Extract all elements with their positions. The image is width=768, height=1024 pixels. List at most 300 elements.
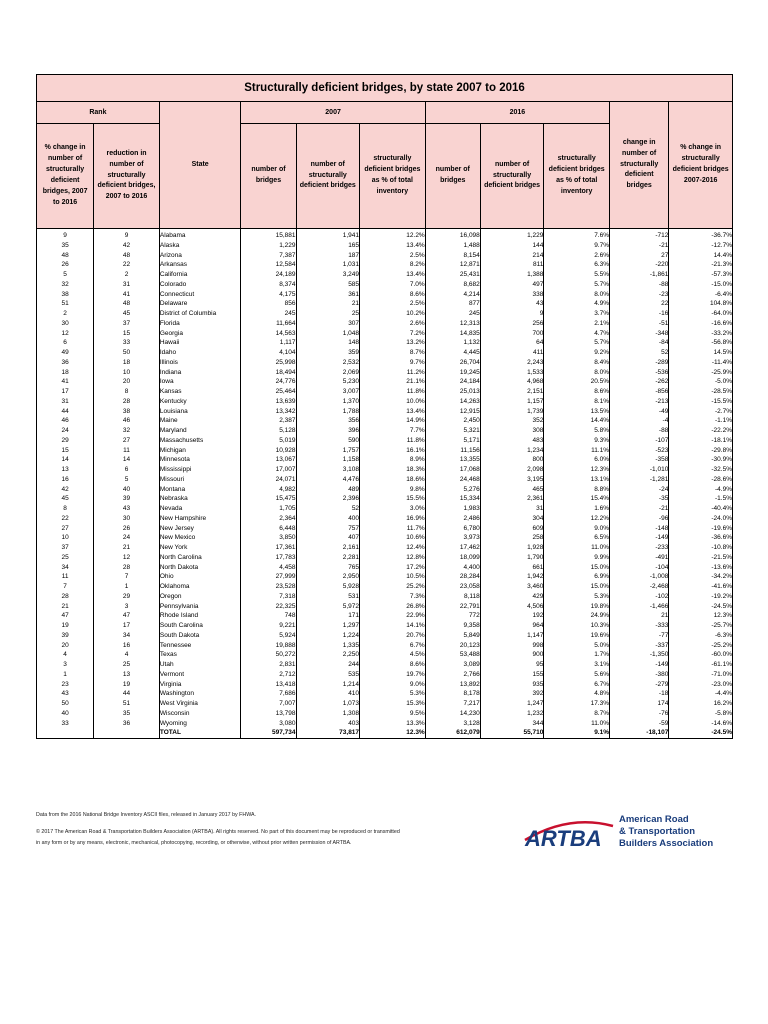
table-cell: -1.5% (715, 495, 732, 503)
table-cell: 15.4% (590, 495, 610, 503)
table-cell: 11.8% (406, 436, 425, 444)
table-cell: 661 (532, 563, 544, 571)
table-cell: 9 (539, 310, 544, 317)
table-cell: -19.2% (711, 592, 732, 600)
table-cell: -23.0% (711, 680, 732, 688)
table-cell: -51 (658, 319, 669, 327)
table-cell: 14,230 (459, 709, 480, 717)
table-cell: 998 (532, 641, 544, 649)
table-cell: 7.3% (409, 592, 425, 600)
table-cell: 15,881 (275, 232, 296, 239)
table-cell: 30 (61, 319, 69, 327)
table-cell: 497 (532, 280, 544, 288)
table-cell: 5.7% (594, 339, 610, 347)
table-cell: 20 (61, 641, 69, 649)
table-cell: 11,156 (460, 446, 480, 454)
table-cell: -36.7% (711, 232, 732, 239)
table-cell: 6.7% (409, 641, 425, 649)
table-cell: California (159, 271, 188, 278)
table-cell: 33 (122, 339, 131, 347)
table-cell: 18.6% (406, 475, 425, 483)
table-cell: 214 (532, 251, 544, 259)
table-cell: 1,941 (342, 232, 360, 239)
table-cell: -16 (658, 310, 669, 317)
total-cell: 612,079 (456, 729, 480, 737)
table-cell: 19.7% (406, 670, 425, 678)
table-cell: -213 (655, 397, 669, 405)
table-cell: -6.4% (715, 290, 732, 298)
table-cell: 35 (61, 241, 69, 249)
table-cell: 17,462 (459, 544, 480, 551)
logo-mark-text: ARTBA (525, 826, 602, 851)
bridges-table (36, 74, 733, 739)
table-cell: 31 (122, 280, 131, 288)
header-pct-change: % change in structurally deficient bridges 2007-2016 (669, 102, 733, 229)
table-cell: 15,334 (459, 495, 480, 503)
table-cell: Alabama (159, 232, 186, 239)
table-cell: North Carolina (159, 553, 202, 561)
table-cell: -24 (658, 485, 669, 493)
table-cell: -358 (655, 456, 669, 464)
table-cell: 14.4% (590, 417, 610, 425)
table-cell: 4.8% (594, 690, 610, 698)
table-cell: 5,924 (279, 631, 296, 639)
col-bridges-2016 (425, 229, 480, 739)
table-cell: 13.4% (406, 407, 425, 415)
table-cell: 1,234 (527, 446, 544, 454)
table-cell: 25,431 (459, 271, 480, 278)
table-cell: 4,104 (279, 349, 296, 356)
copyright-line-1: © 2017 The American Road & Transportation Builders Association (ARTBA). All rights reserved. No part of this document may be reproduced or transmitted (36, 829, 400, 835)
table-cell: Minnesota (159, 456, 190, 464)
table-cell: 3,080 (279, 719, 296, 727)
table-cell: 14,263 (459, 397, 480, 405)
table-cell: 32 (122, 427, 131, 434)
table-cell: 1,388 (527, 271, 544, 278)
table-cell: 338 (532, 290, 544, 298)
table-cell: -523 (655, 446, 669, 454)
table-cell: 6.3% (594, 261, 610, 269)
table-cell: 5 (124, 475, 129, 483)
table-cell: 36 (61, 358, 69, 366)
table-cell: 24,189 (275, 271, 296, 278)
table-cell: 36 (122, 719, 131, 727)
table-cell: 165 (348, 241, 360, 249)
table-cell: 4,400 (463, 563, 480, 571)
table-cell: 24,776 (275, 378, 296, 386)
table-cell: -14.6% (711, 719, 732, 727)
table-cell: 2,396 (342, 495, 360, 503)
table-cell: Rhode Island (159, 612, 199, 620)
table-cell: 18,099 (459, 553, 480, 561)
table-cell: 403 (348, 719, 360, 727)
col-sd-2007 (296, 229, 360, 739)
header-sd-2016: number of structurally deficient bridges (480, 124, 544, 229)
table-cell: 19.8% (590, 602, 610, 610)
table-cell: -25.7% (711, 622, 732, 629)
table-cell: 585 (348, 280, 360, 288)
table-cell: South Dakota (159, 631, 200, 639)
table-cell: -21.3% (711, 261, 732, 269)
table-cell: 50 (61, 700, 69, 707)
table-cell: 935 (532, 680, 544, 688)
table-cell: 31 (536, 505, 544, 512)
table-cell: -12.7% (711, 241, 732, 249)
table-cell: 2,364 (279, 514, 296, 522)
table-cell: 245 (468, 310, 480, 317)
table-cell: -536 (655, 368, 669, 376)
table-cell: 2.6% (409, 319, 425, 327)
table-cell: 5,276 (463, 485, 480, 493)
table-cell: 155 (532, 670, 544, 678)
table-cell: -23 (658, 290, 669, 298)
table-cell: 3,973 (463, 534, 480, 542)
table-cell: 4,982 (279, 485, 296, 493)
table-cell: 19 (122, 680, 131, 688)
table-cell: 13.4% (406, 271, 425, 278)
table-cell: -333 (655, 622, 669, 629)
table-cell: 17,068 (459, 466, 480, 473)
table-cell: -13.6% (711, 563, 732, 571)
table-cell: 2.5% (409, 251, 425, 259)
table-cell: 50,272 (275, 651, 296, 659)
table-cell: -2,468 (649, 583, 669, 590)
table-cell: 29 (61, 436, 69, 444)
table-cell: 900 (532, 651, 544, 659)
table-cell: 16.2% (713, 700, 732, 707)
table-cell: 700 (532, 329, 544, 337)
table-cell: 38 (61, 290, 69, 298)
table-cell: 3,460 (527, 583, 544, 590)
table-cell: 3,128 (463, 719, 480, 727)
table-cell: 16 (61, 475, 69, 483)
table-cell: 359 (348, 349, 360, 356)
table-cell: 12.8% (406, 553, 425, 561)
table-cell: 25 (122, 661, 131, 668)
header-pct-rank: % change in number of structurally deficient bridges, 2007 to 2016 (37, 124, 94, 229)
table-cell: 28 (122, 563, 131, 571)
table-cell: 3,089 (463, 661, 480, 668)
table-cell: 28 (61, 592, 69, 600)
total-cell: 55,710 (523, 729, 544, 737)
table-cell: -32.5% (711, 466, 732, 473)
table-cell: Connecticut (159, 290, 195, 298)
table-cell: 192 (532, 612, 544, 620)
table-cell: 16.9% (406, 514, 425, 522)
table-cell: Iowa (159, 378, 174, 386)
table-cell: 800 (532, 456, 544, 464)
table-cell: 15 (61, 446, 69, 454)
table-cell: 2,250 (342, 651, 360, 659)
table-cell: 21 (122, 544, 131, 551)
table-cell: 11.0% (591, 544, 610, 551)
table-cell: -33.2% (711, 329, 732, 337)
table-cell: 392 (532, 690, 544, 698)
table-cell: 245 (284, 310, 296, 317)
table-cell: 3 (124, 602, 129, 610)
total-cell: 73,817 (339, 729, 360, 737)
table-cell: 7,387 (279, 251, 296, 259)
table-cell: 37 (122, 319, 131, 327)
table-cell: 13,418 (275, 680, 296, 688)
table-cell: 5,128 (279, 427, 296, 434)
table-cell: 25 (61, 553, 69, 561)
table-cell: 9.2% (594, 349, 610, 356)
table-cell: 13,355 (459, 456, 480, 464)
table-cell: 964 (532, 622, 544, 629)
table-cell: 13,067 (275, 456, 296, 464)
table-cell: 13,639 (275, 397, 296, 405)
table-cell: 361 (348, 290, 360, 298)
table-cell: 25.2% (406, 583, 425, 590)
table-cell: 3,850 (279, 534, 296, 542)
table-cell: -220 (655, 261, 669, 269)
table-cell: 30 (122, 514, 131, 522)
table-cell: -1,350 (649, 651, 669, 659)
table-cell: Indiana (159, 368, 182, 376)
table-cell: 12,871 (459, 261, 480, 269)
logo-line-2: & Transportation (619, 826, 696, 837)
table-cell: 748 (284, 612, 296, 620)
table-cell: 34 (122, 631, 131, 639)
table-cell: -149 (655, 534, 669, 542)
table-cell: 4 (124, 651, 129, 659)
table-cell: 5.3% (594, 592, 610, 600)
table-cell: 14.9% (406, 417, 425, 425)
table-cell: 8.9% (409, 456, 425, 464)
table-cell: 1,757 (342, 446, 360, 454)
table-cell: 7.2% (409, 329, 425, 337)
table-cell: 18,494 (275, 368, 296, 376)
table-cell: 8,374 (279, 280, 296, 288)
table-cell: 40 (122, 485, 131, 493)
table-cell: -96 (658, 514, 669, 522)
header-reduction-rank: reduction in number of structurally deficient bridges, 2007 to 2016 (94, 124, 160, 229)
table-cell: 10.2% (406, 310, 425, 317)
total-cell: 12.3% (406, 729, 425, 737)
table-cell: 396 (348, 427, 360, 434)
table-cell: 14.1% (406, 622, 425, 629)
table-cell: 8.8% (594, 485, 610, 493)
table-cell: 765 (348, 563, 360, 571)
table-cell: 17.3% (590, 700, 610, 707)
table-cell: 16.1% (406, 446, 425, 454)
table-cell: 258 (532, 534, 544, 542)
table-cell: 11.2% (406, 368, 425, 376)
table-cell: 429 (532, 592, 544, 600)
table-cell: Ohio (159, 573, 174, 581)
table-cell: 24 (122, 534, 131, 542)
table-cell: 31 (61, 397, 69, 405)
table-cell: 407 (348, 534, 360, 542)
table-cell: -5.8% (715, 709, 732, 717)
table-cell: 2.5% (409, 300, 425, 308)
table-cell: 14.4% (713, 251, 732, 259)
table-cell: 5.5% (594, 271, 610, 278)
table-cell: 6 (63, 339, 67, 347)
table-cell: -1,861 (649, 271, 669, 278)
table-cell: 1,048 (342, 329, 360, 337)
table-cell: 8.6% (409, 290, 425, 298)
table-cell: 410 (348, 690, 360, 698)
table-cell: 4.9% (594, 300, 610, 308)
table-cell: 2,161 (342, 544, 360, 551)
table-cell: -148 (655, 524, 669, 532)
table-cell: 304 (532, 514, 544, 522)
table-cell: New Mexico (159, 534, 196, 542)
table-cell: 2,243 (527, 358, 544, 366)
table-cell: 2,098 (527, 466, 544, 473)
table-cell: -49 (658, 407, 669, 415)
table-cell: 26 (122, 524, 131, 532)
table-cell: 1,928 (527, 544, 544, 551)
table-cell: 8,154 (463, 251, 480, 259)
table-cell: -29.8% (711, 446, 732, 454)
table-cell: 35 (122, 709, 131, 717)
table-cell: 1,232 (527, 709, 544, 717)
table-cell: 15.5% (406, 495, 425, 503)
table-cell: 7,318 (279, 592, 296, 600)
table-cell: 25,998 (275, 358, 296, 366)
table-cell: 1,073 (342, 700, 360, 707)
table-cell: 1,158 (342, 456, 360, 464)
table-cell: -88 (658, 427, 669, 434)
table-cell: -76 (658, 709, 669, 717)
header-sd-2007: number of structurally deficient bridges (296, 124, 360, 229)
table-cell: 33 (61, 719, 69, 727)
table-cell: 45 (61, 495, 69, 503)
table-cell: Louisiana (159, 407, 188, 415)
logo-line-1: American Road (619, 814, 689, 825)
table-cell: 1.6% (594, 505, 610, 512)
table-cell: 1,031 (342, 261, 360, 269)
table-cell: 344 (532, 719, 544, 727)
table-cell: 19.6% (590, 631, 610, 639)
table-cell: 187 (348, 251, 360, 259)
table-cell: 4 (63, 651, 67, 659)
table-cell: 7.6% (594, 232, 610, 239)
table-cell: -262 (655, 378, 669, 386)
table-cell: 4,445 (463, 349, 480, 356)
table-cell: -40.4% (711, 505, 732, 512)
table-cell: 26 (61, 261, 69, 269)
table-cell: -18 (658, 690, 669, 698)
table-cell: -28.6% (711, 475, 732, 483)
table-cell: 4,968 (527, 378, 544, 386)
table-cell: 22 (661, 300, 669, 308)
table-cell: 38 (122, 407, 131, 415)
header-pct-2016: structurally deficient bridges as % of total inventory (544, 124, 610, 229)
table-cell: 5.0% (594, 641, 610, 649)
header-bridges-2007: number of bridges (241, 124, 296, 229)
table-cell: 3.0% (409, 505, 425, 512)
table-cell: -712 (655, 232, 669, 239)
table-cell: -36.6% (711, 534, 732, 542)
table-cell: -21 (658, 241, 669, 249)
table-cell: 17 (122, 622, 131, 629)
table-cell: 9 (124, 232, 129, 239)
table-cell: 8,682 (463, 280, 480, 288)
table-cell: -22.2% (711, 427, 732, 434)
table-cell: 19,888 (275, 641, 296, 649)
table-cell: 1,983 (463, 505, 480, 512)
table-cell: 14 (61, 456, 69, 464)
table-cell: District of Columbia (159, 310, 217, 317)
table-cell: 307 (348, 319, 360, 327)
table-cell: 1,229 (527, 232, 544, 239)
table-cell: 2,387 (279, 417, 296, 425)
table-cell: 1,370 (342, 397, 360, 405)
table-cell: 1,147 (527, 631, 544, 639)
table-cell: 12,313 (459, 319, 480, 327)
table-cell: 15.0% (590, 563, 610, 571)
table-cell: -28.5% (711, 388, 732, 395)
table-cell: -11.4% (711, 358, 732, 366)
table-cell: 46 (122, 417, 131, 425)
table-cell: 5.6% (594, 670, 610, 678)
source-note: Data from the 2016 National Bridge Inventory ASCII files, released in January 2017 by FHWA. (36, 812, 257, 818)
table-cell: -19.6% (711, 524, 732, 532)
table-cell: 8.0% (594, 290, 610, 298)
table-cell: Alaska (159, 241, 180, 249)
table-cell: -380 (655, 670, 669, 678)
table-cell: 1,157 (527, 397, 544, 405)
table-cell: 13,342 (275, 407, 296, 415)
table-cell: Delaware (159, 300, 188, 308)
table-cell: 7.0% (409, 280, 425, 288)
table-cell: 104.8% (709, 300, 732, 308)
table-cell: -491 (655, 553, 669, 561)
table-cell: 11.7% (406, 524, 425, 532)
table-cell: -25.2% (711, 641, 732, 649)
table-cell: 9.7% (594, 241, 610, 249)
table-cell: New Hampshire (159, 514, 207, 522)
table-cell: 9.3% (594, 436, 610, 444)
table-cell: 5,972 (342, 602, 360, 610)
col-change (610, 229, 669, 739)
table-cell: 12 (122, 553, 131, 561)
table-cell: -149 (655, 661, 669, 668)
table-cell: -84 (658, 339, 669, 347)
table-cell: -1.1% (715, 417, 732, 425)
table-cell: 43 (122, 505, 131, 512)
table-cell: 41 (61, 378, 69, 386)
table-cell: 13,892 (459, 680, 480, 688)
table-cell: 531 (348, 592, 360, 600)
table-cell: 5,230 (342, 378, 360, 386)
col-pct-2016 (544, 229, 610, 739)
table-cell: 24 (61, 427, 69, 434)
table-cell: 48 (61, 251, 69, 259)
total-cell: 9.1% (594, 729, 610, 737)
table-cell: 27 (122, 436, 131, 444)
table-cell: 22,791 (459, 602, 480, 610)
table-cell: 40 (61, 709, 69, 717)
col-sd-2016 (480, 229, 544, 739)
table-cell: -279 (655, 680, 669, 688)
table-cell: 9.7% (409, 358, 425, 366)
table-cell: -64.0% (711, 310, 732, 317)
table-cell: West Virginia (159, 700, 198, 707)
table-cell: 1,224 (342, 631, 360, 639)
table-cell: 50 (122, 349, 131, 356)
table-cell: 256 (532, 319, 544, 327)
table-cell: 9,221 (279, 622, 296, 629)
table-cell: 5,019 (279, 436, 296, 444)
table-cell: Illinois (159, 358, 178, 366)
table-cell: 8 (63, 505, 67, 512)
table-cell: -10.8% (711, 544, 732, 551)
